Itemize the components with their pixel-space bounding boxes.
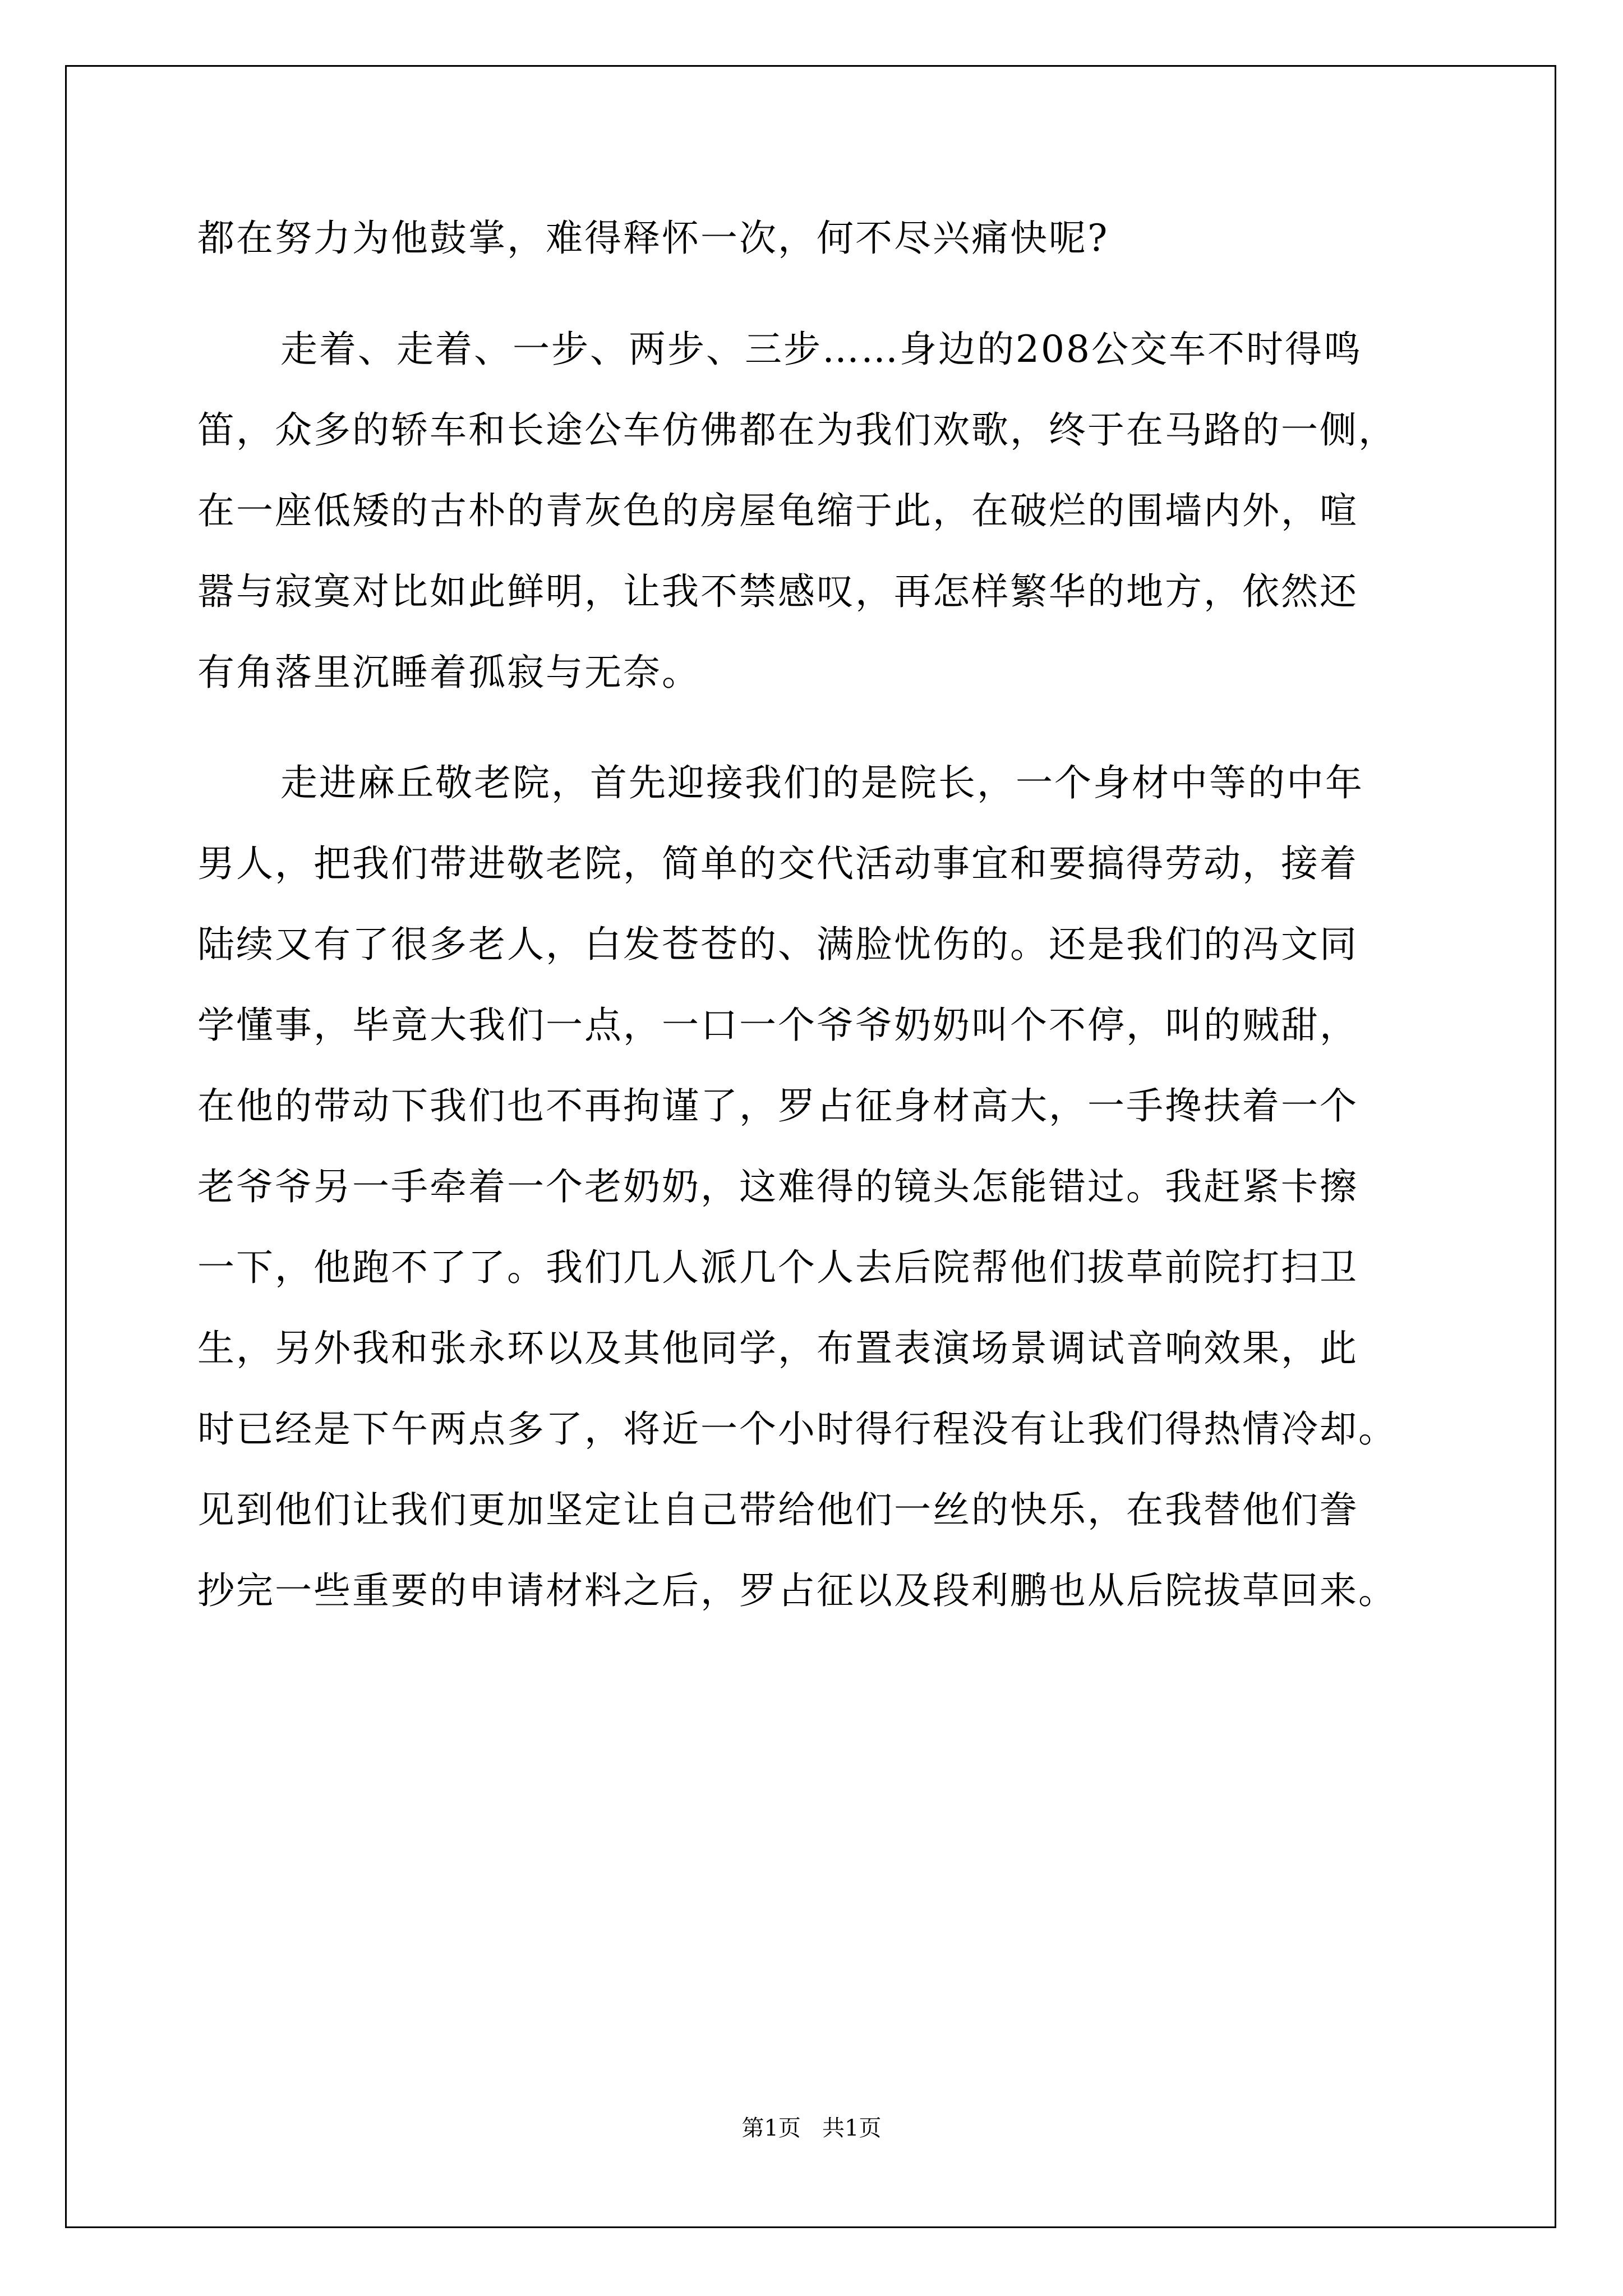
text-line: 时已经是下午两点多了，将近一个小时得行程没有让我们得热情冷却。	[197, 1407, 1397, 1451]
text-line: 一下，他跑不了了。我们几人派几个人去后院帮他们拔草前院打扫卫	[197, 1246, 1358, 1289]
paragraph-first-line: 走着、走着、一步、两步、三步……身边的208公交车不时得鸣	[280, 328, 1362, 371]
page-number: 第1页 共1页	[741, 2115, 882, 2141]
text-line: 学懂事，毕竟大我们一点，一口一个爷爷奶奶叫个不停，叫的贼甜，	[197, 1004, 1358, 1047]
paragraph-first-line: 走进麻丘敬老院，首先迎接我们的是院长，一个身材中等的中年	[280, 761, 1364, 804]
text-line: 在一座低矮的古朴的青灰色的房屋龟缩于此，在破烂的围墙内外，喧	[197, 489, 1358, 532]
text-line: 嚣与寂寞对比如此鲜明，让我不禁感叹，再怎样繁华的地方，依然还	[197, 570, 1358, 613]
text-line: 都在努力为他鼓掌，难得释怀一次，何不尽兴痛快呢?	[197, 217, 1109, 260]
text-line: 在他的带动下我们也不再拘谨了，罗占征身材高大，一手搀扶着一个	[197, 1084, 1358, 1128]
text-line: 男人，把我们带进敬老院，简单的交代活动事宜和要搞得劳动，接着	[197, 842, 1358, 885]
text-line: 见到他们让我们更加坚定让自己带给他们一丝的快乐，在我替他们誊	[197, 1488, 1358, 1531]
text-line: 生，另外我和张永环以及其他同学，布置表演场景调试音响效果，此	[197, 1327, 1358, 1370]
text-line: 笛，众多的轿车和长途公车仿佛都在为我们欢歌，终于在马路的一侧，	[197, 408, 1397, 452]
text-line: 有角落里沉睡着孤寂与无奈。	[197, 651, 700, 694]
text-line: 抄完一些重要的申请材料之后，罗占征以及段利鹏也从后院拔草回来。	[197, 1569, 1397, 1612]
text-line: 陆续又有了很多老人，白发苍苍的、满脸忧伤的。还是我们的冯文同	[197, 923, 1358, 966]
text-line: 老爷爷另一手牵着一个老奶奶，这难得的镜头怎能错过。我赶紧卡擦	[197, 1165, 1358, 1208]
page-border	[65, 65, 1556, 2228]
